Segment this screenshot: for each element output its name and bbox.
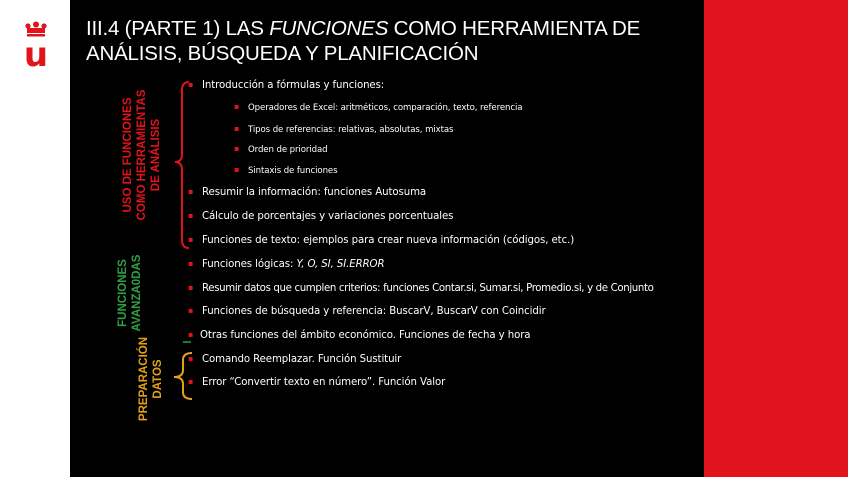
group-label-avanzadas: FUNCIONES AVANZA0DAS [117,254,143,332]
list-subitem: ▪ Sintaxis de funciones [234,165,338,176]
list-subitem: ▪ Tipos de referencias: relativas, absolutas, mixtas [234,124,454,135]
list-item: ▪ Funciones de búsqueda y referencia: BuscarV, BuscarV con Coincidir [188,306,546,317]
slide-title: III.4 (PARTE 1) LAS FUNCIONES COMO HERRAMIENTA DE ANÁLISIS, BÚSQUEDA Y PLANIFICACIÓN [86,17,641,65]
list-item: ▪ Resumir datos que cumplen criterios: funciones Contar.si, Sumar.si, Promedio.si, y de Conjunto [188,283,654,294]
left-white-bar [0,0,70,477]
list-item: ▪ Funciones de texto: ejemplos para crear nueva información (códigos, etc.) [188,235,575,246]
list-item: ▪ Cálculo de porcentajes y variaciones porcentuales [188,211,454,222]
list-item: ▪ Comando Reemplazar. Función Sustituir [188,354,402,365]
list-item: ▪ Error “Convertir texto en número”. Función Valor [188,377,446,388]
university-logo-icon [22,20,50,70]
list-subitem: ▪ Orden de prioridad [234,144,328,155]
right-red-bar [704,0,848,477]
list-item: ▪ Otras funciones del ámbito económico. Funciones de fecha y hora [188,330,531,341]
brace-uso [172,80,190,250]
group-label-preparacion: PREPARACIÓN DATOS [138,336,164,422]
list-item: ▪ Introducción a fórmulas y funciones: [188,80,385,91]
group-label-uso: USO DE FUNCIONES COMO HERRAMIENTAS DE ANÁLISIS [122,89,162,221]
list-subitem: ▪ Operadores de Excel: aritméticos, comparación, texto, referencia [234,102,523,113]
svg-text:u: u [23,35,49,70]
list-item: ▪ Resumir la información: funciones Autosuma [188,187,427,198]
list-item: ▪ Funciones lógicas: Y, O, SI, SI.ERROR [188,259,385,270]
